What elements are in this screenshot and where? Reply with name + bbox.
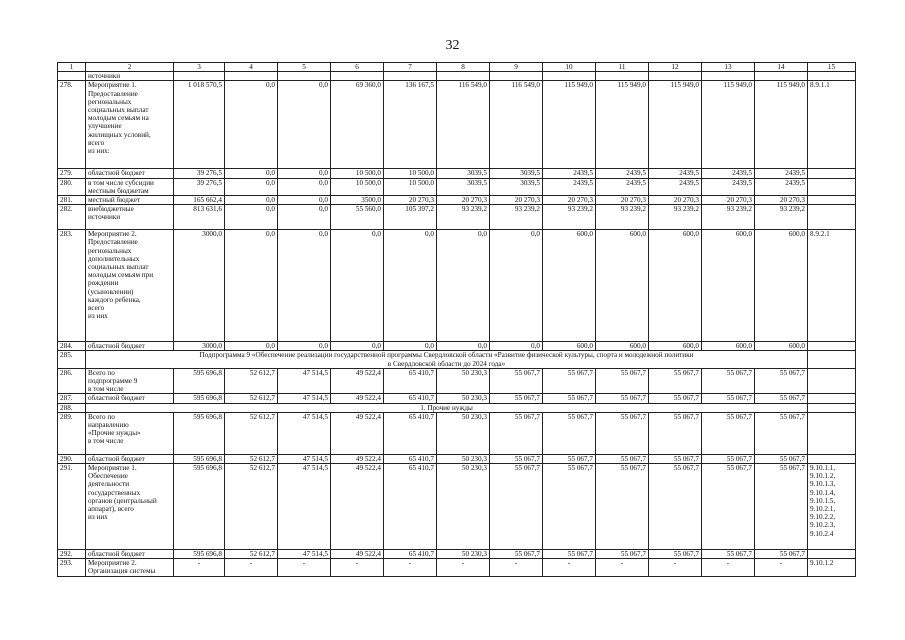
value-cell: 600,0 [755, 230, 808, 342]
value-cell: 50 230,3 [437, 454, 490, 463]
value-cell: 20 270,3 [384, 196, 437, 205]
value-cell: 595 696,8 [174, 412, 225, 454]
row-number [58, 72, 86, 81]
value-cell: 0,0 [225, 230, 278, 342]
value-cell: 47 514,5 [278, 412, 331, 454]
value-cell: 49 522,4 [331, 412, 384, 454]
target-code [808, 205, 856, 230]
value-cell: 69 360,0 [331, 81, 384, 169]
row-number: 292. [58, 550, 86, 559]
col-header: 1 [58, 63, 86, 72]
value-cell [174, 72, 225, 81]
value-cell: 600,0 [649, 230, 702, 342]
value-cell: 0,0 [225, 169, 278, 178]
value-cell: 93 239,2 [755, 205, 808, 230]
target-code: 9.10.1.1, 9.10.1.2, 9.10.1.3, 9.10.1.4, 9.10.1.5, 9.10.2.1, 9.10.2.2, 9.10.2.3, 9.10.2.4 [808, 464, 856, 550]
table-row [58, 559, 856, 576]
value-cell: 50 230,3 [437, 550, 490, 559]
value-cell: 595 696,8 [174, 464, 225, 550]
target-code: 8.9.1.1 [808, 81, 856, 169]
value-cell: 2439,5 [702, 169, 755, 178]
value-cell: 55 067,7 [543, 454, 596, 463]
row-name: Мероприятие 2. Организация системы [86, 559, 174, 576]
target-code [808, 351, 856, 368]
table-row [58, 464, 856, 550]
value-cell: 0,0 [490, 342, 543, 351]
row-number: 282. [58, 205, 86, 230]
target-code: 9.10.1.2 [808, 559, 856, 576]
value-cell: 93 239,2 [490, 205, 543, 230]
table-row [58, 368, 856, 394]
row-name: источники [86, 72, 174, 81]
col-header: 8 [437, 63, 490, 72]
value-cell: 55 067,7 [596, 454, 649, 463]
value-cell: 55 067,7 [702, 412, 755, 454]
target-code [808, 550, 856, 559]
value-cell: 3039,5 [437, 178, 490, 195]
value-cell: 55 067,7 [490, 464, 543, 550]
value-cell: 47 514,5 [278, 454, 331, 463]
row-name: местный бюджет [86, 196, 174, 205]
value-cell: 600,0 [755, 342, 808, 351]
value-cell: 93 239,2 [702, 205, 755, 230]
value-cell: 55 067,7 [543, 368, 596, 394]
value-cell [437, 72, 490, 81]
row-number: 293. [58, 559, 86, 576]
target-code [808, 394, 856, 403]
value-cell: 55 067,7 [490, 394, 543, 403]
value-cell: 39 276,5 [174, 178, 225, 195]
row-number: 291. [58, 464, 86, 550]
table-row [58, 169, 856, 178]
value-cell: 20 270,3 [649, 196, 702, 205]
value-cell: 52 612,7 [225, 368, 278, 394]
value-cell: 0,0 [225, 81, 278, 169]
value-cell: 20 270,3 [755, 196, 808, 205]
value-cell: 39 276,5 [174, 169, 225, 178]
value-cell: 50 230,3 [437, 464, 490, 550]
value-cell: 47 514,5 [278, 368, 331, 394]
row-name: Всего по подпрограмме 9 в том числе [86, 368, 174, 394]
value-cell: 1 018 570,5 [174, 81, 225, 169]
value-cell: 49 522,4 [331, 464, 384, 550]
value-cell: - [490, 559, 543, 576]
value-cell: 55 067,7 [596, 464, 649, 550]
table-row [58, 196, 856, 205]
value-cell: 65 410,7 [384, 394, 437, 403]
row-number: 286. [58, 368, 86, 394]
row-number: 289. [58, 412, 86, 454]
col-header: 14 [755, 63, 808, 72]
value-cell: 115 949,0 [702, 81, 755, 169]
row-name: Мероприятие 1. Обеспечение деятельности государственных органов (центральный аппарат), всего из них [86, 464, 174, 550]
value-cell: 55 067,7 [755, 550, 808, 559]
value-cell: 10 500,0 [331, 178, 384, 195]
row-name: Мероприятие 2. Предоставление региональных дополнительных социальных выплат молодым семьям при рождении (усыновлении) каждого ребенка, всего из них [86, 230, 174, 342]
value-cell: 55 067,7 [649, 412, 702, 454]
col-header: 6 [331, 63, 384, 72]
value-cell: 20 270,3 [596, 196, 649, 205]
value-cell: 2439,5 [755, 178, 808, 195]
value-cell: 2439,5 [649, 169, 702, 178]
value-cell: 2439,5 [543, 178, 596, 195]
col-header: 4 [225, 63, 278, 72]
value-cell: 600,0 [596, 230, 649, 342]
value-cell: 52 612,7 [225, 550, 278, 559]
col-header: 11 [596, 63, 649, 72]
value-cell: 55 067,7 [649, 550, 702, 559]
target-code [808, 454, 856, 463]
value-cell: 49 522,4 [331, 454, 384, 463]
value-cell: 165 662,4 [174, 196, 225, 205]
value-cell: - [278, 559, 331, 576]
value-cell: 595 696,8 [174, 394, 225, 403]
value-cell: 0,0 [278, 342, 331, 351]
value-cell: 3000,0 [174, 230, 225, 342]
value-cell: 52 612,7 [225, 464, 278, 550]
row-name: внебюджетные источники [86, 205, 174, 230]
value-cell [755, 72, 808, 81]
value-cell: 55 067,7 [596, 550, 649, 559]
table-row [58, 412, 856, 454]
value-cell: 55 067,7 [755, 394, 808, 403]
value-cell: 3039,5 [437, 169, 490, 178]
value-cell: 0,0 [437, 230, 490, 342]
value-cell: 2439,5 [543, 169, 596, 178]
target-code [808, 368, 856, 394]
value-cell: 55 067,7 [755, 368, 808, 394]
row-name: в том числе субсидии местным бюджетам [86, 178, 174, 195]
row-name: областной бюджет [86, 169, 174, 178]
col-header: 9 [490, 63, 543, 72]
value-cell: 55 067,7 [490, 454, 543, 463]
col-header: 10 [543, 63, 596, 72]
table-row [58, 230, 856, 342]
value-cell: 20 270,3 [490, 196, 543, 205]
value-cell: 55 067,7 [596, 394, 649, 403]
value-cell: 3039,5 [490, 178, 543, 195]
value-cell: 115 949,0 [755, 81, 808, 169]
value-cell: 55 067,7 [702, 464, 755, 550]
value-cell: 2439,5 [755, 169, 808, 178]
value-cell: 116 549,0 [437, 81, 490, 169]
section-heading: Подпрограмма 9 «Обеспечение реализации государственной программы Свердловской области «Развитие физической культуры, спорта и молодежной политики в Свердловской области до 2024 года» [86, 351, 808, 368]
target-code [808, 342, 856, 351]
value-cell: 55 067,7 [702, 368, 755, 394]
value-cell: 0,0 [278, 178, 331, 195]
table-row [58, 72, 856, 81]
value-cell: 595 696,8 [174, 550, 225, 559]
row-number: 287. [58, 394, 86, 403]
value-cell: 55 560,0 [331, 205, 384, 230]
row-number: 280. [58, 178, 86, 195]
value-cell: 55 067,7 [755, 412, 808, 454]
value-cell: - [331, 559, 384, 576]
value-cell: 55 067,7 [490, 368, 543, 394]
value-cell: 55 067,7 [596, 368, 649, 394]
value-cell: 0,0 [437, 342, 490, 351]
table-row [58, 342, 856, 351]
row-number: 284. [58, 342, 86, 351]
value-cell: 105 397,2 [384, 205, 437, 230]
row-number: 290. [58, 454, 86, 463]
value-cell [225, 72, 278, 81]
row-name: областной бюджет [86, 342, 174, 351]
value-cell: 55 067,7 [490, 412, 543, 454]
col-header: 2 [86, 63, 174, 72]
value-cell: 93 239,2 [596, 205, 649, 230]
value-cell: 55 067,7 [543, 550, 596, 559]
value-cell: 55 067,7 [649, 368, 702, 394]
row-number: 283. [58, 230, 86, 342]
value-cell: 115 949,0 [543, 81, 596, 169]
value-cell: - [225, 559, 278, 576]
value-cell: - [649, 559, 702, 576]
value-cell: 93 239,2 [543, 205, 596, 230]
target-code [808, 412, 856, 454]
value-cell: 52 612,7 [225, 394, 278, 403]
value-cell: 55 067,7 [755, 464, 808, 550]
value-cell: 0,0 [225, 178, 278, 195]
value-cell [384, 72, 437, 81]
target-code [808, 403, 856, 412]
target-code: 8.9.2.1 [808, 230, 856, 342]
value-cell: 55 067,7 [490, 550, 543, 559]
value-cell [543, 72, 596, 81]
value-cell: 0,0 [331, 342, 384, 351]
value-cell: - [384, 559, 437, 576]
value-cell: 55 067,7 [702, 454, 755, 463]
value-cell: 65 410,7 [384, 454, 437, 463]
value-cell: 50 230,3 [437, 368, 490, 394]
row-number: 278. [58, 81, 86, 169]
value-cell: 600,0 [543, 230, 596, 342]
table-row [58, 454, 856, 463]
value-cell [490, 72, 543, 81]
value-cell: 50 230,3 [437, 412, 490, 454]
value-cell: 65 410,7 [384, 464, 437, 550]
value-cell: 0,0 [384, 230, 437, 342]
value-cell: 600,0 [702, 342, 755, 351]
value-cell: 93 239,2 [649, 205, 702, 230]
value-cell: 2439,5 [649, 178, 702, 195]
value-cell: 10 500,0 [331, 169, 384, 178]
value-cell: 600,0 [702, 230, 755, 342]
row-number: 279. [58, 169, 86, 178]
value-cell: 2439,5 [702, 178, 755, 195]
value-cell: - [437, 559, 490, 576]
value-cell [278, 72, 331, 81]
row-name: областной бюджет [86, 454, 174, 463]
value-cell: 93 239,2 [437, 205, 490, 230]
target-code [808, 72, 856, 81]
col-header: 15 [808, 63, 856, 72]
value-cell: 115 949,0 [649, 81, 702, 169]
col-header: 5 [278, 63, 331, 72]
value-cell: - [755, 559, 808, 576]
budget-table [57, 62, 856, 577]
value-cell: 55 067,7 [702, 550, 755, 559]
value-cell: 115 949,0 [596, 81, 649, 169]
value-cell: 47 514,5 [278, 550, 331, 559]
row-number: 281. [58, 196, 86, 205]
page-number: 32 [445, 38, 460, 53]
value-cell: 0,0 [278, 81, 331, 169]
value-cell: - [543, 559, 596, 576]
table-row [58, 394, 856, 403]
row-name: Всего по направлению «Прочие нужды» в том числе [86, 412, 174, 454]
value-cell: 47 514,5 [278, 464, 331, 550]
value-cell [596, 72, 649, 81]
value-cell: 10 500,0 [384, 178, 437, 195]
value-cell: 0,0 [384, 342, 437, 351]
table-row [58, 403, 856, 412]
row-number: 285. [58, 351, 86, 368]
col-header: 12 [649, 63, 702, 72]
row-number: 288. [58, 403, 86, 412]
value-cell: 49 522,4 [331, 368, 384, 394]
col-header: 13 [702, 63, 755, 72]
row-name: областной бюджет [86, 550, 174, 559]
value-cell: 2439,5 [596, 178, 649, 195]
value-cell: 55 067,7 [702, 394, 755, 403]
value-cell: 600,0 [596, 342, 649, 351]
value-cell: 49 522,4 [331, 394, 384, 403]
value-cell: 55 067,7 [543, 394, 596, 403]
value-cell [649, 72, 702, 81]
value-cell: 0,0 [490, 230, 543, 342]
value-cell: 55 067,7 [649, 394, 702, 403]
value-cell: 600,0 [543, 342, 596, 351]
section-heading: 1. Прочие нужды [86, 403, 808, 412]
value-cell: 116 549,0 [490, 81, 543, 169]
value-cell: - [702, 559, 755, 576]
value-cell: 0,0 [225, 205, 278, 230]
value-cell: 0,0 [278, 169, 331, 178]
value-cell: 3039,5 [490, 169, 543, 178]
value-cell: 0,0 [225, 196, 278, 205]
col-header: 3 [174, 63, 225, 72]
value-cell: 55 067,7 [649, 454, 702, 463]
value-cell: 65 410,7 [384, 550, 437, 559]
value-cell: 3000,0 [174, 342, 225, 351]
value-cell: 2439,5 [596, 169, 649, 178]
value-cell: 65 410,7 [384, 412, 437, 454]
value-cell: - [174, 559, 225, 576]
row-name: областной бюджет [86, 394, 174, 403]
value-cell: 52 612,7 [225, 412, 278, 454]
value-cell: 55 067,7 [649, 464, 702, 550]
table-row [58, 550, 856, 559]
value-cell: 55 067,7 [596, 412, 649, 454]
value-cell: 136 167,5 [384, 81, 437, 169]
table-row [58, 178, 856, 195]
value-cell: 0,0 [278, 196, 331, 205]
table-row [58, 351, 856, 368]
value-cell: 0,0 [225, 342, 278, 351]
table-body [58, 63, 856, 577]
value-cell: 20 270,3 [437, 196, 490, 205]
value-cell: 10 500,0 [384, 169, 437, 178]
value-cell: 47 514,5 [278, 394, 331, 403]
value-cell: 50 230,3 [437, 394, 490, 403]
value-cell: 595 696,8 [174, 454, 225, 463]
table-row [58, 205, 856, 230]
value-cell: 3500,0 [331, 196, 384, 205]
value-cell: 0,0 [278, 205, 331, 230]
value-cell: 0,0 [278, 230, 331, 342]
value-cell [331, 72, 384, 81]
value-cell: 55 067,7 [543, 412, 596, 454]
value-cell: 49 522,4 [331, 550, 384, 559]
value-cell: 55 067,7 [543, 464, 596, 550]
value-cell: 595 696,8 [174, 368, 225, 394]
target-code [808, 196, 856, 205]
value-cell: 55 067,7 [755, 454, 808, 463]
target-code [808, 169, 856, 178]
value-cell: 0,0 [331, 230, 384, 342]
value-cell [702, 72, 755, 81]
value-cell: 65 410,7 [384, 368, 437, 394]
target-code [808, 178, 856, 195]
column-number-row [58, 63, 856, 72]
table-row [58, 81, 856, 169]
value-cell: 20 270,3 [543, 196, 596, 205]
value-cell: 20 270,3 [702, 196, 755, 205]
value-cell: 52 612,7 [225, 454, 278, 463]
value-cell: 600,0 [649, 342, 702, 351]
row-name: Мероприятие 1. Предоставление региональных социальных выплат молодым семьям на улучшение жилищных условий, всего из них: [86, 81, 174, 169]
col-header: 7 [384, 63, 437, 72]
value-cell: 813 631,6 [174, 205, 225, 230]
value-cell: - [596, 559, 649, 576]
